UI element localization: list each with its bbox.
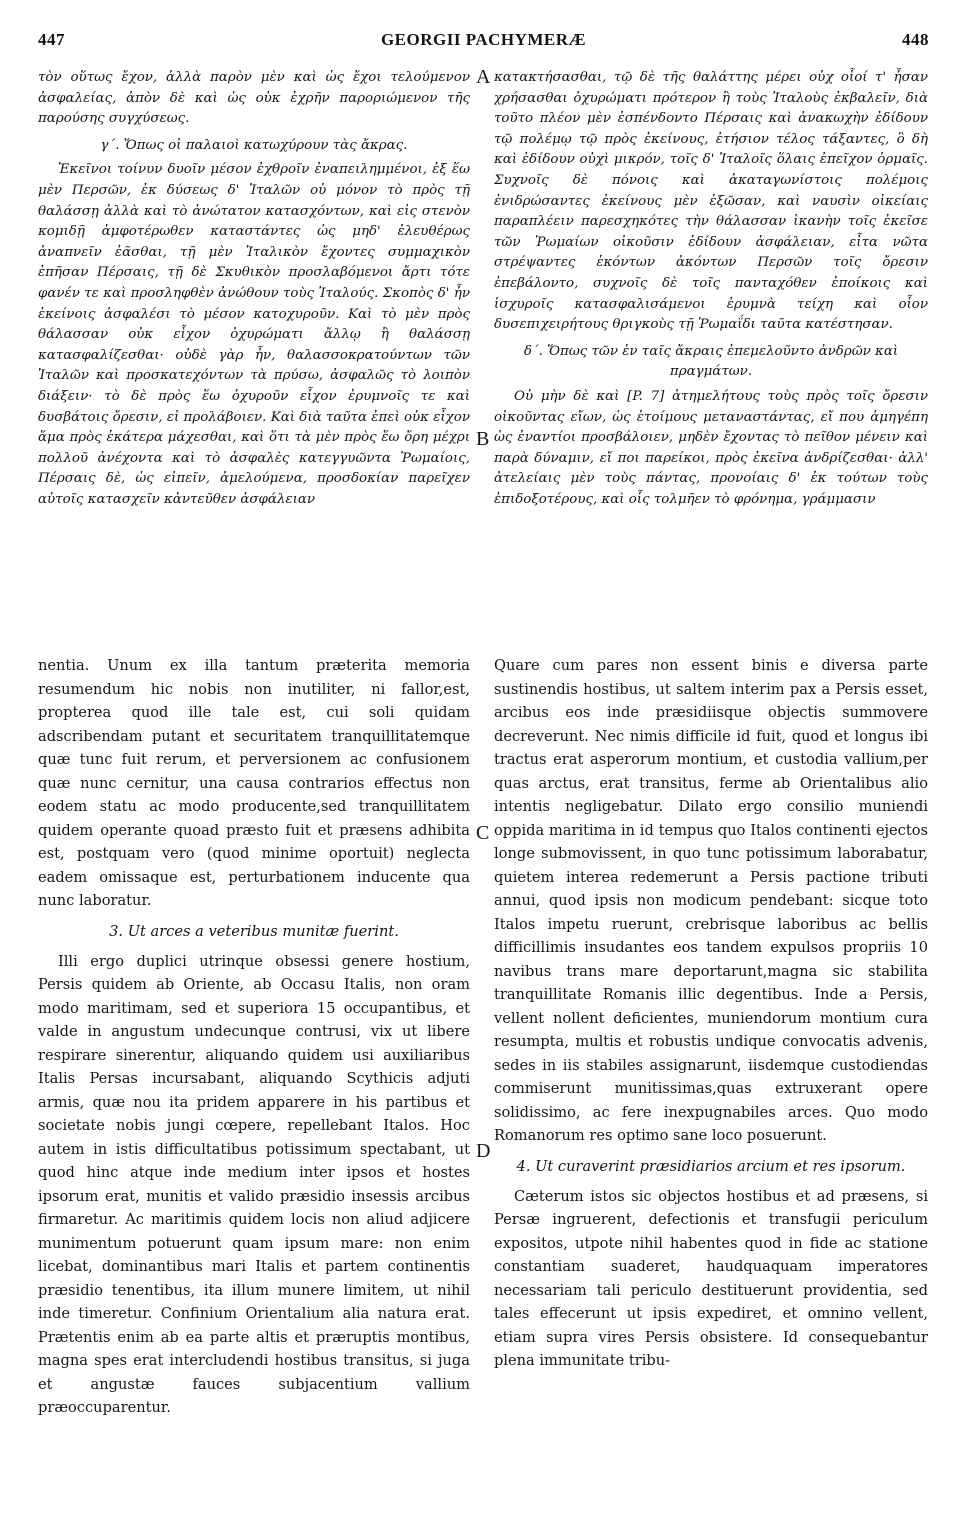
greek-right-paragraph-2: Οὐ μὴν δὲ καὶ [P. 7] ἀτημελήτους τοὺς πρὸς τοῖς ὄρεσιν οἰκοῦντας εἴων, ὡς ἑτοίμους μεταναστάντας, εἴ που ἀμηγέπη ὡς ἐναντίοι προσβάλοιεν, μηδὲν ἔχοντας τὸ πεῖθον μένειν καὶ παρὰ δύναμιν, εἴ ποι παρείκοι, πρὸς ἐκεῖνα ἀνδρίζεσθαι· ἀλλ' ἀτελείαις μὲν τοὺς πάντας, προνοίαις δ' ἐκ τούτων τοὺς ἐπιδοξοτέρους, καὶ οἷς τολμῆεν τὸ φρόνημα, γράμμασιν <box>494 388 928 507</box>
latin-section-heading-3: 3. Ut arces a veteribus munitæ fuerint. <box>109 922 399 940</box>
greek-left-paragraph-1: τὸν οὕτως ἔχον, ἀλλὰ παρὸν μὲν καὶ ὡς ἔχοι τελούμενον ἀσφαλείας, ἀπὸν δὲ καὶ ὡς οὐκ ἐχρῆν παροριώμενον τῆς παρούσης συγχύσεως. <box>38 70 470 127</box>
greek-left-paragraph-2: Ἐκεῖνοι τοίνυν δυοῖν μέσον ἐχθροῖν ἐναπειλημμένοι, ἐξ ἕω μὲν Περσῶν, ἐκ δύσεως δ' Ἰταλῶν οὐ μόνον τὸ πρὸς τῇ θαλάσσῃ ἀλλὰ καὶ τὸ ἀνώτατον κατασχόντων, καὶ εἰς στενὸν κομιδῇ ἀμφοτέρωθεν καταστάντες ὡς μηδ' ἐλευθέρως ἀναπνεῖν ἐᾶσθαι, τῇ μὲν Ἰταλικὸν ἔχοντες συμμαχικὸν ἐπῆσαν Πέρσαις, τῇ δὲ Σκυθικὸν προσλαβόμενοι ἄρτι τότε φανέν τε καὶ προσληφθὲν ἀνώθουν τοὺς Ἰταλούς. Σκοπὸς δ' ἦν ἐκείνοις ἀσφαλέσι τὸ μέσον κατοχυροῦν. Καὶ τὸ μὲν πρὸς θάλασσαν οὐκ εἶχον ὀχυρώματι ἄλλῳ ἢ θαλάσσῃ κατασφαλίζεσθαι· οὐδὲ γὰρ ἦν, θαλασσοκρατούντων τῶν Ἰταλῶν καὶ προσκατεχόντων τὰ πρύσω, ἀσφαλῶς τὸ λοιπὸν διάξειν· τὸ δὲ πρὸς ἕω ὀχυροῦν εἶχον ἐρυμνοῖς τε καὶ δυσβάτοις ὄρεσιν, εἰ προλάβοιεν. Καὶ διὰ ταῦτα ἐπεὶ οὐκ εἶχον ἅμα πρὸς ἑκάτερα μάχεσθαι, καὶ ὅτι τὰ μὲν πρὸς ἕω ὄρη μέχρι πολλοῦ ἀνέχοντα καὶ τὸ ἀσφαλὲς κατεγγυῶντα Ῥωμαίοις, Πέρσαις δὲ, ὡς εἰπεῖν, ἀμελούμενα, προσδοκίαν παρεῖχεν αὐτοῖς κατασχεῖν κἀντεῦθεν ἀσφάλειαν <box>38 162 470 507</box>
latin-left-paragraph-2: Illi ergo duplici utrinque obsessi genere hostium, Persis quidem ab Oriente, ab Occasu Italis, non oram modo maritimam, sed et superiora 15 occupantibus, et valde in angustum undecunque contrusi, vix ut libere respirare sinerentur, aliquando quidem usi auxiliaribus Italis Persas incursabant, aliquando Scythicis adjuti armis, quæ nou ita pridem apparere in his partibus et societate nobis jungi cœpere, repellebant Italos. Hoc autem in istis difficultatibus potissimum spectabant, ut quod hinc atque inde medium inter ipsos et hostes ipsorum erat, munitis et valido præsidio insessis arcibus firmaretur. Ac maritimis quidem locis non aliud adjicere munimentum potuerunt quam ipsum mare: non enim licebat, dominantibus mari Italis et partem continentis præsidio tenentibus, ita illum munere limitem, ut nihil inde timeretur. Confinium Orientalium alia natura erat. Prætentis enim ab ea parte altis et præruptis montibus, magna spes erat intercludendi hostibus transitus, si juga et angustæ fauces subjacentium vallium præoccuparentur. <box>38 952 470 1416</box>
greek-section-heading-4: δ΄. Ὅπως τῶν ἐν ταῖς ἄκραις ἐπεμελοῦντο ἀνδρῶν καὶ πραγμάτων. <box>523 343 899 380</box>
latin-right-paragraph-1: Quare cum pares non essent binis e diversa parte sustinendis hostibus, ut saltem interim pax a Persis esset, arcibus eos inde præsidiisque objectis summovere decreverunt. Nec nimis difficile id fuit, quod et longus ibi tractus erat asperorum montium, et custodia vallium,per quas arctus, erat transitus, ferme ab Orientalibus alio intentis negligebatur. Dilato ergo consilio muniendi oppida maritima in id tempus quo Italos continenti ejectos longe submovissent, in quo tunc potissimum laborabatur, quietem interea redemerunt a Persis pactione tributi annui, quod ipsis non modicum pendebant: sicque toto Italos impetu ruerunt, crebrisque laboribus ac bellis difficillimis insudantes eos tandem expulsos propriis 10 navibus trans mare deportarunt,magna sic stabilita tranquillitate Romanis illic degentibus. Inde a Persis, vellent nollent deficientes, muniendorum montium cura resumpta, multis et robustis undique convocatis advenis, sedes in iis stabiles assignarunt, iisdemque custodiendas commiserunt munitissimas,quas extruxerant opere solidissimo, ac fere inexpugnabiles arces. Quo modo Romanorum res optimo sane loco posuerunt. <box>494 657 928 1144</box>
greek-right-paragraph-1: κατακτήσασθαι, τῷ δὲ τῆς θαλάττης μέρει οὐχ οἷοί τ' ἦσαν χρήσασθαι ὀχυρώματι πρότερον ἢ τοὺς Ἰταλοὺς ἐκβαλεῖν, διὰ τοῦτο πλέον μὲν ἐσπένδοντο Πέρσαις καὶ ἀνακωχὴν ἐδίδουν τῷ πολέμῳ τῷ πρὸς ἐκείνους, ἐτήσιον τέλος τάξαντες, ὃ δὴ καὶ ἐδίδουν οὐχὶ μικρόν, τοῖς δ' Ἰταλοῖς ὅλαις ἐπεῖχον ὁρμαῖς. Συχνοῖς δὲ πόνοις καὶ ἀκαταγωνίστοις πολέμοις ἐνιδρώσαντες ἐκείνους μὲν ἐξῶσαν, καὶ ναυσὶν οἰκείαις παραπλέειν παρεσχηκότες τὴν θάλασσαν ἱκανὴν τοῖς ἐκεῖσε τῶν Ῥωμαίων οἰκοῦσιν ἐδίδουν ἀσφάλειαν, εἶτα νῶτα στρέψαντες ἑκόντων ἀκόντων Περσῶν τοῖς ὄρεσιν ἐπεβάλοντο, συχνοῖς δὲ τοῖς πανταχόθεν ἐποίκοις καὶ ἰσχυροῖς κατασφαλισάμενοι ἐρυμνὰ τείχη καὶ οἷον δυσεπιχειρήτους θριγκοὺς τῇ Ῥωμαΐδι ταῦτα κατέστησαν. <box>494 70 928 333</box>
latin-section-heading-4: 4. Ut curaverint præsidiarios arcium et res ipsorum. <box>516 1157 906 1175</box>
latin-left-paragraph-1: nentia. Unum ex illa tantum præterita memoria resumendum hic nobis non inutiliter, ni fallor,est, propterea quod ille tale est, cui soli quidam adscribendam putant et securitatem tranquillitatemque quæ tunc fuit rerum, et perversionem ac confusionem quæ nunc cernitur, una causa contrarios effectus non eodem statu ac modo producente,sed tranquillitatem quidem operante quoad præsto fuit et præsens adhibita est, postquam vero (quod minime oportuit) neglecta eadem omissaque est, perturbationem inducente qua nunc laboratur. <box>38 657 470 909</box>
latin-right-paragraph-2: Cæterum istos sic objectos hostibus et ad præsens, si Persæ ingruerent, defectionis et transfugii periculum expositos, utpote nihil habentes quod in fide ac statione constantiam suaderet, haudquaquam imperatores necessariam tali periculo destituerunt providentia, sed tales effecerunt ut ipsis expediret, et omnino vellent, etiam supra vires Persis obsistere. Id consequebantur plena immunitate tribu- <box>494 1187 928 1369</box>
running-title: GEORGII PACHYMERÆ <box>380 30 587 49</box>
greek-column-right <box>494 68 928 642</box>
margin-marker-c: C <box>476 822 490 844</box>
latin-column-right <box>494 654 928 1502</box>
greek-section-heading-3: γ΄. Ὅπως οἱ παλαιοὶ κατωχύρουν τὰς ἄκρας. <box>100 137 408 153</box>
margin-marker-b: B <box>476 428 490 450</box>
page-number-right: 448 <box>902 30 929 49</box>
latin-column-left <box>38 654 470 1502</box>
greek-column-left <box>38 68 470 642</box>
page-header <box>38 30 929 56</box>
page-number-left: 447 <box>38 30 65 49</box>
margin-marker-a: A <box>476 66 491 88</box>
margin-marker-d: D <box>476 1140 491 1162</box>
